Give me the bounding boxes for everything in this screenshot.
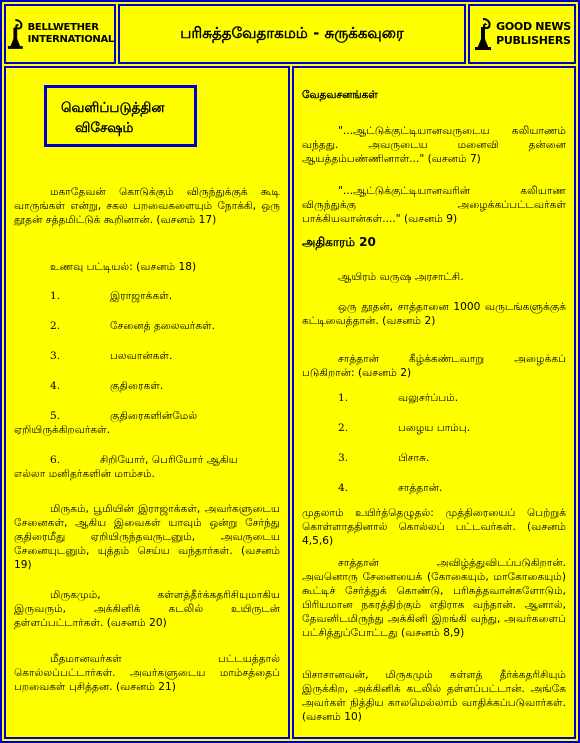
highlight-title-line1: வெளிப்படுத்தின	[61, 100, 165, 116]
good-news-logo	[468, 4, 576, 64]
right-paragraph-4: முதலாம் உயிர்த்தெழுதல்: முத்திரையைப் பெற்றுக் கொள்ளாததினால் கொல்லப் பட்டவர்கள். (வசனம் 4,5,6)	[302, 507, 566, 547]
highlight-title-box	[44, 85, 197, 147]
left-column	[4, 66, 290, 739]
left-paragraph-2: மிருகம், பூமியின் இராஜாக்கள், அவர்களுடைய சேனைகள், ஆகிய இவைகள் யாவும் ஒன்று சேர்ந்து குதிரைமீது ஏறியிருந்தவருடனும், அவருடைய சேனையுடனும், யுத்தம் செய்ய வந்தார்கள். (வசனம் 19)	[14, 503, 280, 571]
bellwether-logo-line1: BELLWETHER	[27, 22, 99, 33]
bellwether-logo	[4, 4, 116, 64]
menu-label: உணவு பட்டியல்: (வசனம் 18)	[50, 261, 197, 273]
right-paragraph-6: பிசாசானவன், மிருகமும் கள்ளத் தீர்க்கதரிசியும் இருக்கிற, அக்கினிக் கடலில் தள்ளப்பட்டான். அங்கே அவர்கள் நித்திய காலமெல்லாம் வாதிக்கப்படுவார்கள். (வசனம் 10)	[302, 669, 566, 723]
good-news-logo-line2: PUBLISHERS	[496, 34, 571, 47]
left-paragraph-3: மிருகமும், கள்ளத்தீர்க்கதரிசியுமாகிய இருவரும், அக்கினிக் கடலில் உயிருடன் தள்ளப்பட்டார்கள். (வசனம் 20)	[14, 589, 280, 629]
right-paragraph-5: சாத்தான் அவிழ்த்துவிடப்படுகிறான். அவனொரு சேனையைக் (கோகையும், மாகோகையும்) கூட்டிச் சேர்த்துக் கொண்டு, பரிசுத்தவான்களோடும், பிரியமான நகரத்திற்கும் எதிராக வந்தான். ஆனால், தேவனிடமிருந்து அக்கினி இறங்கி வந்து, அவர்களைப் பட்சித்துப்போட்டது (வசனம் 8,9)	[302, 557, 566, 639]
left-paragraph-4: மீதமானவர்கள் பட்டயத்தால் கொல்லப்பட்டார்கள். அவர்களுடைய மாம்சத்தைப் பறவைகள் புசித்தன. (வசனம் 21)	[14, 653, 280, 693]
scripture-quote-2: "...ஆட்டுக்குட்டியானவரின் கலியாண விருந்துக்கு அழைக்கப்பட்டவர்கள் பாக்கியவான்கள்...." (வசனம் 9)	[302, 185, 566, 225]
highlight-title-line2: விசேஷம்	[75, 120, 134, 136]
page-title-text: பரிசுத்தவேதாகமம் - சுருக்கவுரை	[180, 24, 404, 42]
bellwether-ram-logo-icon	[6, 17, 25, 51]
page: BELLWETHER INTERNATIONAL பரிசுத்தவேதாகமம் - சுருக்கவுரை GOOD NEWS PUBLISHERS வெளிப்படுத்தின விசேஷம் மகாதேவன் கொடுக்கும் விருந்துக்குக் கூடி வாருங்கள் என்று, சகல பறவைகளையும் நோக்கி, ஒரு தூதன் சத்தமிட்டுக் கூறினான். (வசனம் 17) உணவு பட்டியல்: (வசனம் 18) 1. இராஜாக்கள். 2. சேனைத் தலைவர்கள். 3. பலவான்கள். 4. குதிரைகள். 5. குதிரைகளின்மேல் ஏறியிருக்கிறவர்கள். 6. சிறியோர், பெரியோர் ஆகிய எல்லா மனிதர்களின் மாம்சம். மிருகம், பூமியின் இராஜாக்கள், அவர்களுடைய சேனைகள், ஆகிய இவைகள் யாவும் ஒன்று சேர்ந்து குதிரைமீது ஏறியிருந்தவருடனும், அவருடைய சேனையுடனும், யுத்தம் செய்ய வந்தார்கள். (வசனம் 19) மிருகமும், கள்ளத்தீர்க்கதரிசியுமாகிய இருவரும், அக்கினிக் கடலில் உயிருடன் தள்ளப்பட்டார்கள். (வசனம் 20) மீதமானவர்கள் பட்டயத்தால் கொல்லப்பட்டார்கள். அவர்களுடைய மாம்சத்தைப் பறவைகள் புசித்தன. (வசனம் 21) வேதவசனங்கள் "...ஆட்டுக்குட்டியானவருடைய கலியாணம் வந்தது. அவருடைய மனைவி தன்னை ஆயத்தம்பண்ணினாள்..." (வசனம் 7) "...ஆட்டுக்குட்டியானவரின் கலியாண விருந்துக்கு அழைக்கப்பட்டவர்கள் பாக்கியவான்கள்...." (வசனம் 9) அதிகாரம் 20 ஆயிரம் வருஷ அரசாட்சி. ஒரு தூதன், சாத்தானை 1000 வருடங்களுக்குக் கட்டிவைத்தான். (வசனம் 2) சாத்தான் கீழ்க்கண்டவாறு அழைக்கப் படுகிறான்: (வசனம் 2) 1. வலுசர்ப்பம். 2. பழைய பாம்பு. 3. பிசாசு. 4. சாத்தான். முதலாம் உயிர்த்தெழுதல்: முத்திரையைப் பெற்றுக் கொள்ளாததினால் கொல்லப் பட்டவர்கள். (வசனம் 4,5,6) சாத்தான் அவிழ்த்துவிடப்படுகிறான். அவனொரு சேனையைக் (கோகையும், மாகோகையும்) கூட்டிச் சேர்த்துக் கொண்டு, பரிசுத்தவான்களோடும், பிரியமான நகரத்திற்கும் எதிராக வந்தான். ஆனால், தேவனிடமிருந்து அக்கினி இறங்கி வந்து, அவர்களைப் பட்சித்துப்போட்டது (வசனம் 8,9) பிசாசானவன், மிருகமும் கள்ளத் தீர்க்கதரிசியும் இருக்கிற, அக்கினிக் கடலில் தள்ளப்பட்டான். அங்கே அவர்கள் நித்திய காலமெல்லாம் வாதிக்கப்படுவார்கள். (வசனம் 10)	[0, 0, 580, 743]
good-news-logo-line1: GOOD NEWS	[496, 20, 571, 33]
scripture-heading: வேதவசனங்கள்	[302, 89, 378, 101]
scripture-quote-1: "...ஆட்டுக்குட்டியானவருடைய கலியாணம் வந்தது. அவருடைய மனைவி தன்னை ஆயத்தம்பண்ணினாள்..." (வசனம் 7)	[302, 125, 566, 165]
left-paragraph-1: மகாதேவன் கொடுக்கும் விருந்துக்குக் கூடி வாருங்கள் என்று, சகல பறவைகளையும் நோக்கி, ஒரு தூதன் சத்தமிட்டுக் கூறினான். (வசனம் 17)	[14, 186, 280, 226]
page-title	[118, 4, 466, 64]
bellwether-logo-line2: INTERNATIONAL	[27, 34, 114, 45]
right-paragraph-2: ஒரு தூதன், சாத்தானை 1000 வருடங்களுக்குக் கட்டிவைத்தான். (வசனம் 2)	[302, 301, 566, 327]
right-paragraph-3: சாத்தான் கீழ்க்கண்டவாறு அழைக்கப் படுகிறான்: (வசனம் 2)	[302, 353, 566, 379]
good-news-ram-logo-icon	[473, 17, 493, 51]
chapter-heading: அதிகாரம் 20	[302, 235, 376, 249]
menu-item-5: 5. குதிரைகளின்மேல் ஏறியிருக்கிறவர்கள்.	[14, 410, 198, 436]
menu-item-6: 6. சிறியோர், பெரியோர் ஆகிய எல்லா மனிதர்களின் மாம்சம்.	[14, 454, 238, 480]
right-paragraph-1: ஆயிரம் வருஷ அரசாட்சி.	[338, 271, 464, 283]
